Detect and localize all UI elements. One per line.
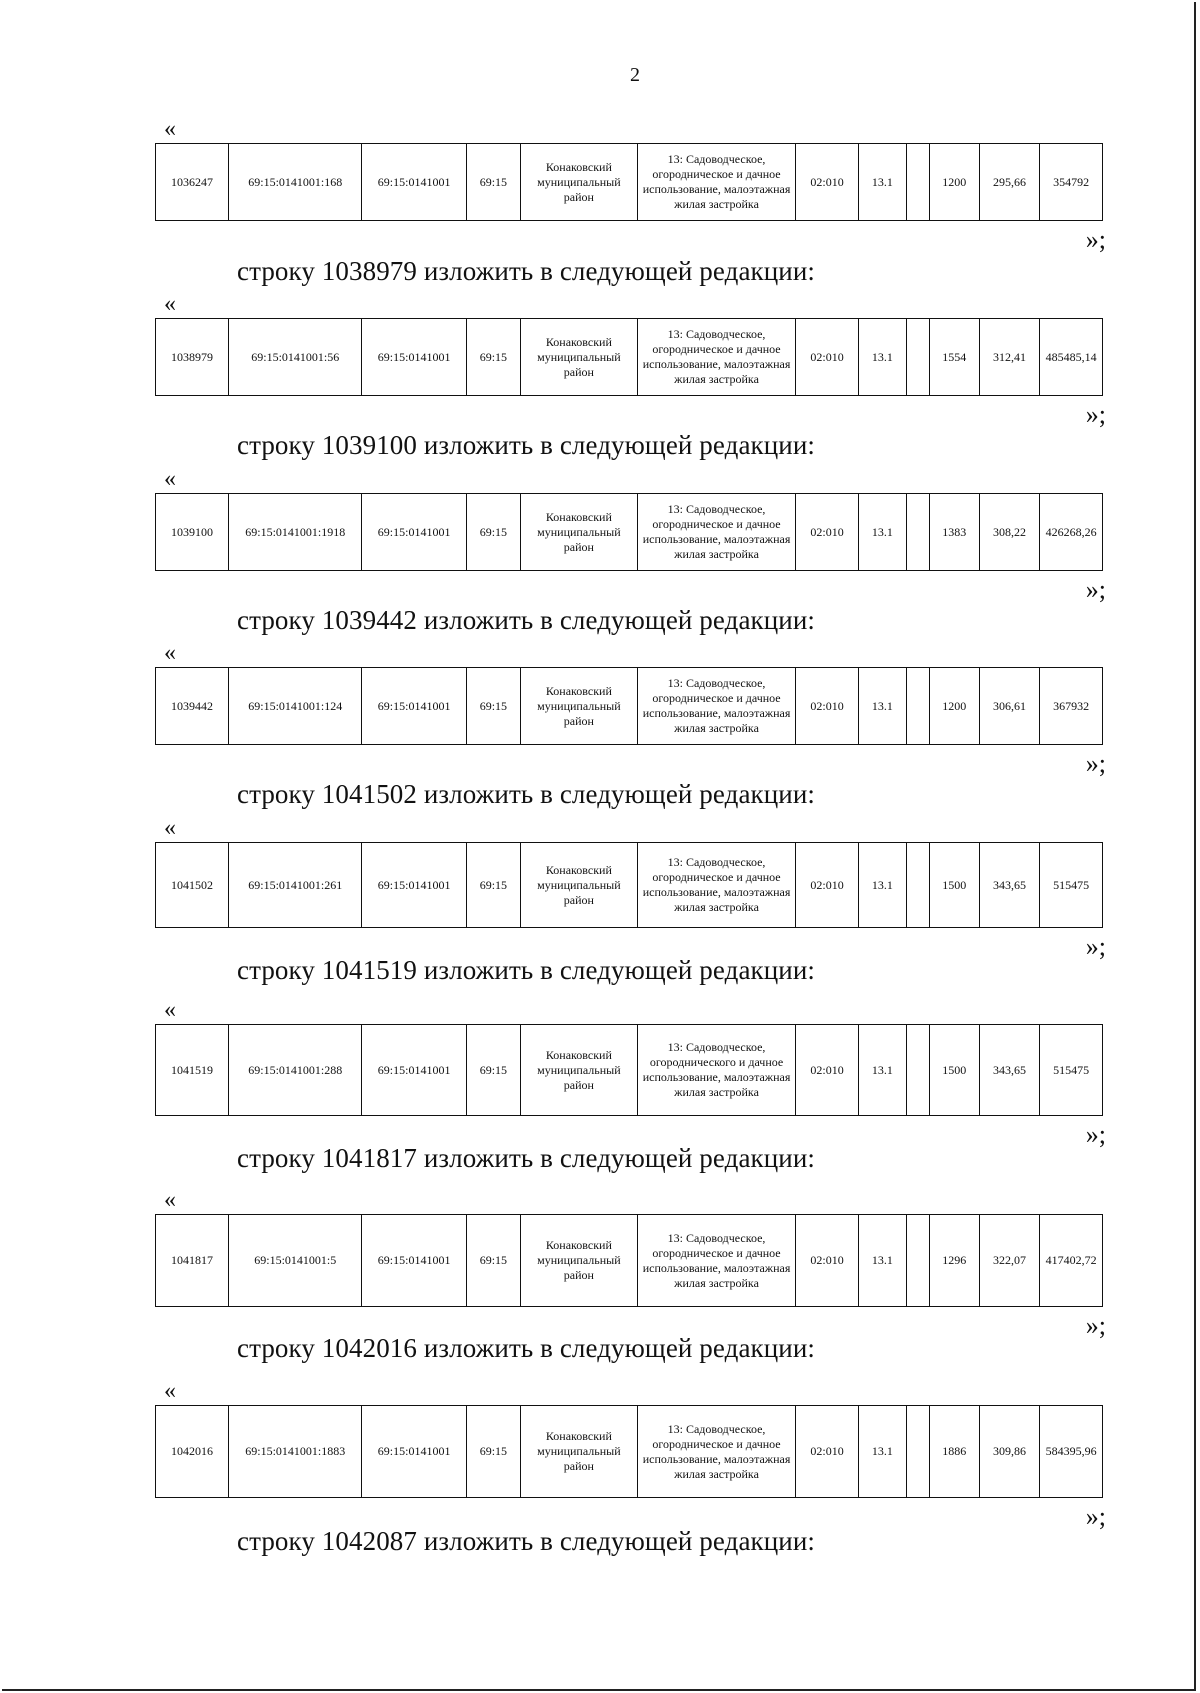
cell-id: 1039100 [156,494,229,571]
record-table [155,493,1103,571]
table-row [156,319,1103,396]
cell-id: 1041519 [156,1025,229,1116]
cell-cad: 69:15:0141001:5 [229,1215,362,1307]
cell-area: 1500 [929,843,979,928]
cell-value: 354792 [1040,144,1103,221]
cell-value: 426268,26 [1040,494,1103,571]
cell-block: 69:15:0141001 [362,668,466,745]
record-table [155,667,1103,745]
cell-municipality: Конаковский муниципальный район [520,668,637,745]
cell-id: 1038979 [156,319,229,396]
cell-block: 69:15:0141001 [362,494,466,571]
close-quote-mark: »; [1085,1311,1106,1340]
cell-use: 13: Садоводческое, огородническое и дачное использование, малоэтажная жилая застройка [637,843,796,928]
instruction-heading: строку 1042087 изложить в следующей редакции: [237,1526,816,1556]
cell-id: 1039442 [156,668,229,745]
open-quote-mark: « [164,116,176,142]
cell-area: 1200 [929,668,979,745]
cell-municipality: Конаковский муниципальный район [520,144,637,221]
record-table [155,842,1103,928]
cell-empty [906,1215,929,1307]
cell-district: 69:15 [466,668,520,745]
record-table [155,318,1103,396]
cell-area: 1200 [929,144,979,221]
instruction-heading: строку 1041519 изложить в следующей редакции: [237,955,816,985]
cell-id: 1041817 [156,1215,229,1307]
cell-rate: 322,07 [979,1215,1039,1307]
cell-rate: 309,86 [979,1406,1039,1498]
cell-group: 13.1 [858,319,906,396]
cell-district: 69:15 [466,144,520,221]
open-quote-mark: « [164,1378,176,1404]
cell-empty [906,319,929,396]
cell-rate: 343,65 [979,843,1039,928]
cell-block: 69:15:0141001 [362,1025,466,1116]
cell-group: 13.1 [858,1406,906,1498]
cell-group: 13.1 [858,494,906,571]
cell-use: 13: Садоводческое, огородническое и дачное использование, малоэтажная жилая застройка [637,144,796,221]
record-table [155,1024,1103,1116]
instruction-heading: строку 1041817 изложить в следующей редакции: [237,1143,816,1173]
cell-empty [906,144,929,221]
cell-id: 1036247 [156,144,229,221]
table-row [156,494,1103,571]
cell-group: 13.1 [858,144,906,221]
record-table [155,143,1103,221]
cell-use: 13: Садоводческое, огородническое и дачное использование, малоэтажная жилая застройка [637,668,796,745]
cell-value: 485485,14 [1040,319,1103,396]
close-quote-mark: »; [1085,1502,1106,1531]
cell-district: 69:15 [466,494,520,571]
close-quote-mark: »; [1085,225,1106,254]
open-quote-mark: « [164,466,176,492]
cell-cad: 69:15:0141001:1918 [229,494,362,571]
cell-code: 02:010 [796,1215,859,1307]
cell-group: 13.1 [858,668,906,745]
cell-id: 1042016 [156,1406,229,1498]
cell-municipality: Конаковский муниципальный район [520,494,637,571]
cell-value: 417402,72 [1040,1215,1103,1307]
cell-cad: 69:15:0141001:124 [229,668,362,745]
cell-area: 1554 [929,319,979,396]
record-table [155,1405,1103,1498]
cell-code: 02:010 [796,494,859,571]
cell-cad: 69:15:0141001:56 [229,319,362,396]
cell-empty [906,1406,929,1498]
cell-code: 02:010 [796,144,859,221]
close-quote-mark: »; [1085,575,1106,604]
record-table [155,1214,1103,1307]
cell-cad: 69:15:0141001:288 [229,1025,362,1116]
open-quote-mark: « [164,1187,176,1213]
cell-group: 13.1 [858,1215,906,1307]
cell-code: 02:010 [796,319,859,396]
cell-use: 13: Садоводческое, огороднического и дачное использование, малоэтажная жилая застройка [637,1025,796,1116]
cell-district: 69:15 [466,843,520,928]
cell-group: 13.1 [858,843,906,928]
instruction-heading: строку 1039100 изложить в следующей редакции: [237,430,816,460]
cell-use: 13: Садоводческое, огородническое и дачное использование, малоэтажная жилая застройка [637,319,796,396]
cell-value: 515475 [1040,1025,1103,1116]
cell-district: 69:15 [466,1215,520,1307]
instruction-heading: строку 1038979 изложить в следующей редакции: [237,256,816,286]
cell-rate: 343,65 [979,1025,1039,1116]
cell-district: 69:15 [466,1025,520,1116]
cell-municipality: Конаковский муниципальный район [520,1406,637,1498]
cell-code: 02:010 [796,1406,859,1498]
instruction-heading: строку 1041502 изложить в следующей редакции: [237,779,816,809]
close-quote-mark: »; [1085,1120,1106,1149]
cell-block: 69:15:0141001 [362,843,466,928]
cell-block: 69:15:0141001 [362,319,466,396]
cell-use: 13: Садоводческое, огородническое и дачное использование, малоэтажная жилая застройка [637,1215,796,1307]
table-row [156,668,1103,745]
cell-area: 1383 [929,494,979,571]
cell-group: 13.1 [858,1025,906,1116]
cell-empty [906,843,929,928]
cell-value: 367932 [1040,668,1103,745]
open-quote-mark: « [164,640,176,666]
cell-rate: 295,66 [979,144,1039,221]
cell-block: 69:15:0141001 [362,1406,466,1498]
cell-area: 1886 [929,1406,979,1498]
cell-value: 584395,96 [1040,1406,1103,1498]
table-row [156,843,1103,928]
cell-cad: 69:15:0141001:168 [229,144,362,221]
cell-use: 13: Садоводческое, огородническое и дачное использование, малоэтажная жилая застройка [637,494,796,571]
cell-rate: 308,22 [979,494,1039,571]
cell-municipality: Конаковский муниципальный район [520,1215,637,1307]
cell-cad: 69:15:0141001:261 [229,843,362,928]
cell-code: 02:010 [796,668,859,745]
cell-cad: 69:15:0141001:1883 [229,1406,362,1498]
cell-value: 515475 [1040,843,1103,928]
cell-area: 1500 [929,1025,979,1116]
page-number: 2 [630,64,640,86]
table-row [156,1406,1103,1498]
cell-use: 13: Садоводческое, огородническое и дачное использование, малоэтажная жилая застройка [637,1406,796,1498]
cell-municipality: Конаковский муниципальный район [520,319,637,396]
cell-empty [906,1025,929,1116]
close-quote-mark: »; [1085,400,1106,429]
cell-block: 69:15:0141001 [362,144,466,221]
cell-code: 02:010 [796,843,859,928]
open-quote-mark: « [164,815,176,841]
cell-rate: 312,41 [979,319,1039,396]
cell-empty [906,494,929,571]
table-row [156,1025,1103,1116]
cell-district: 69:15 [466,319,520,396]
cell-code: 02:010 [796,1025,859,1116]
open-quote-mark: « [164,997,176,1023]
close-quote-mark: »; [1085,749,1106,778]
cell-empty [906,668,929,745]
cell-area: 1296 [929,1215,979,1307]
instruction-heading: строку 1042016 изложить в следующей редакции: [237,1333,816,1363]
cell-municipality: Конаковский муниципальный район [520,843,637,928]
table-row [156,1215,1103,1307]
instruction-heading: строку 1039442 изложить в следующей редакции: [237,605,816,635]
cell-district: 69:15 [466,1406,520,1498]
open-quote-mark: « [164,291,176,317]
cell-block: 69:15:0141001 [362,1215,466,1307]
cell-municipality: Конаковский муниципальный район [520,1025,637,1116]
close-quote-mark: »; [1085,932,1106,961]
cell-rate: 306,61 [979,668,1039,745]
cell-id: 1041502 [156,843,229,928]
table-row [156,144,1103,221]
